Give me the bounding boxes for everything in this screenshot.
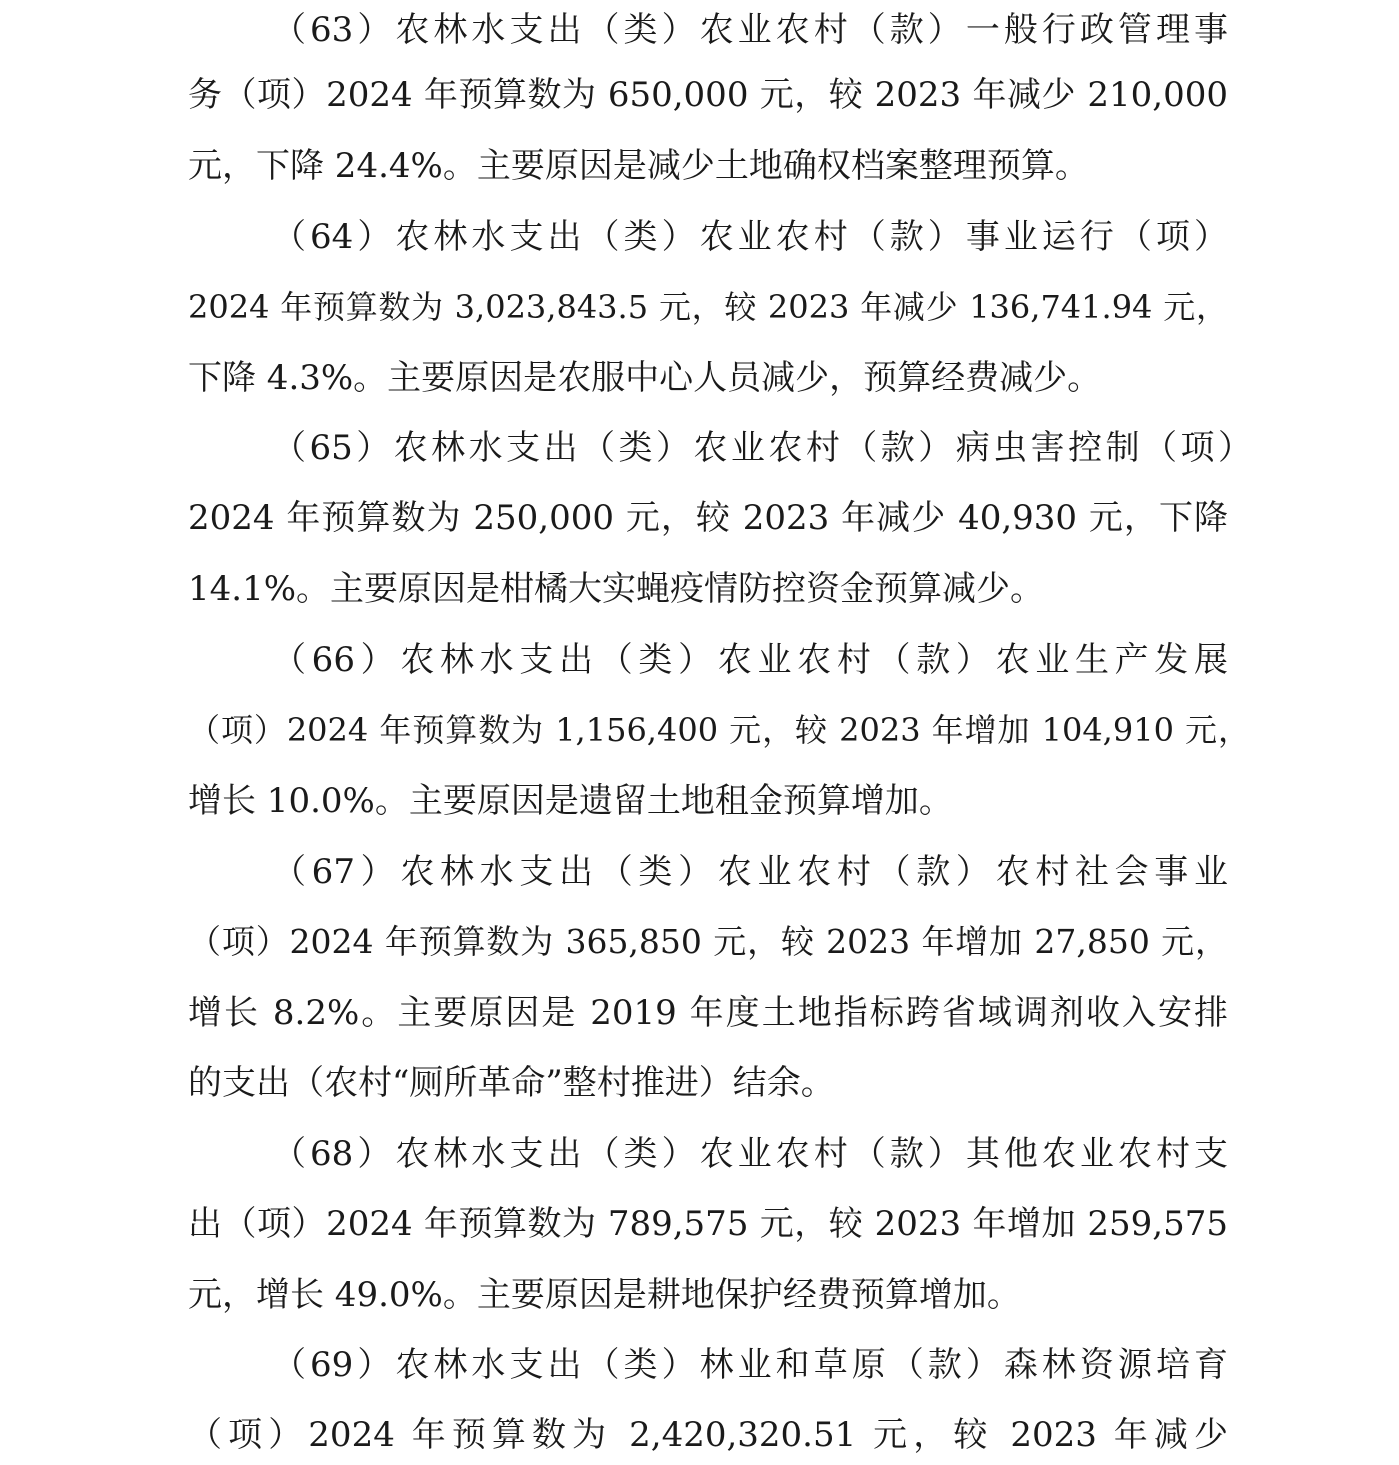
paragraph-66-line-2: （项）2024 年预算数为 1,156,400 元，较 2023 年增加 104,910 元， [188,711,1250,749]
paragraph-68-line-2: 出（项）2024 年预算数为 789,575 元，较 2023 年增加 259,575 [188,1204,1228,1244]
paragraph-63-line-3: 元，下降 24.4%。主要原因是减少土地确权档案整理预算。 [188,146,1089,186]
paragraph-69-line-1: （69）农林水支出（类）林业和草原（款）森林资源培育 [272,1345,1228,1385]
paragraph-63-line-1: （63）农林水支出（类）农业农村（款）一般行政管理事 [272,10,1228,50]
paragraph-65-line-3: 14.1%。主要原因是柑橘大实蝇疫情防控资金预算减少。 [188,569,1045,609]
paragraph-67-line-3: 增长 8.2%。主要原因是 2019 年度土地指标跨省域调剂收入安排 [188,993,1228,1033]
paragraph-64-line-1: （64）农林水支出（类）农业农村（款）事业运行（项） [272,217,1228,257]
paragraph-64-line-2: 2024 年预算数为 3,023,843.5 元，较 2023 年减少 136,741.94 元， [188,288,1228,326]
paragraph-65-line-2: 2024 年预算数为 250,000 元，较 2023 年减少 40,930 元，下降 [188,498,1228,538]
paragraph-68-line-1: （68）农林水支出（类）农业农村（款）其他农业农村支 [272,1134,1228,1174]
paragraph-67-line-2: （项）2024 年预算数为 365,850 元，较 2023 年增加 27,850 元， [188,922,1228,961]
paragraph-67-line-1: （67）农林水支出（类）农业农村（款）农村社会事业 [272,852,1228,892]
paragraph-67-line-4: 的支出（农村“厕所革命”整村推进）结余。 [188,1063,835,1103]
paragraph-63-line-2: 务（项）2024 年预算数为 650,000 元，较 2023 年减少 210,000 [188,75,1228,115]
paragraph-66-line-1: （66）农林水支出（类）农业农村（款）农业生产发展 [272,640,1228,680]
paragraph-68-line-3: 元，增长 49.0%。主要原因是耕地保护经费预算增加。 [188,1275,1021,1315]
paragraph-64-line-3: 下降 4.3%。主要原因是农服中心人员减少，预算经费减少。 [188,358,1102,398]
paragraph-66-line-3: 增长 10.0%。主要原因是遗留土地租金预算增加。 [188,781,953,821]
paragraph-65-line-1: （65）农林水支出（类）农业农村（款）病虫害控制（项） [272,428,1252,468]
paragraph-69-line-2: （项）2024 年预算数为 2,420,320.51 元，较 2023 年减少 [188,1415,1228,1455]
